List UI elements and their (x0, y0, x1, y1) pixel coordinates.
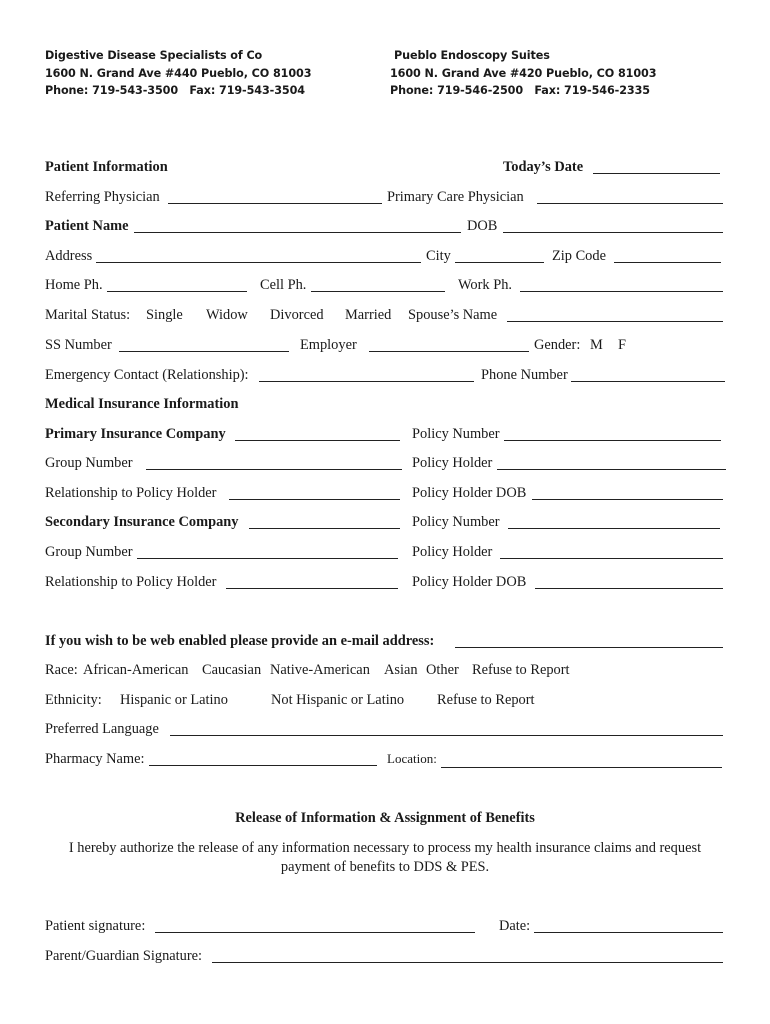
secondary-relationship-label: Relationship to Policy Holder (45, 574, 217, 590)
primary-policy-holder-label: Policy Holder (412, 455, 493, 471)
email-prompt: If you wish to be web enabled please provide an e-mail address: (45, 633, 435, 649)
secondary-policy-number-field[interactable] (508, 528, 720, 529)
home-phone-field[interactable] (107, 291, 247, 292)
emergency-row (45, 365, 724, 385)
marital-option-married[interactable]: Married (345, 307, 392, 323)
work-phone-field[interactable] (520, 291, 723, 292)
primary-company-row (45, 424, 724, 444)
race-option-other[interactable]: Other (426, 662, 459, 678)
primary-care-label: Primary Care Physician (387, 189, 524, 205)
race-row (45, 660, 724, 680)
dob-field[interactable] (503, 232, 723, 233)
language-row (45, 719, 724, 739)
emergency-contact-field[interactable] (259, 381, 474, 382)
primary-relationship-row (45, 483, 724, 503)
date-label: Date: (499, 918, 531, 934)
race-option-caucasian[interactable]: Caucasian (202, 662, 262, 678)
patient-signature-field[interactable] (155, 932, 475, 933)
release-text-line2: payment of benefits to DDS & PES. (280, 859, 490, 875)
pharmacy-name-label: Pharmacy Name: (45, 751, 145, 767)
employer-label: Employer (300, 337, 357, 353)
pharmacy-row (45, 749, 724, 769)
guardian-signature-field[interactable] (212, 962, 723, 963)
preferred-language-field[interactable] (170, 735, 723, 736)
primary-relationship-label: Relationship to Policy Holder (45, 485, 217, 501)
race-option-refuse[interactable]: Refuse to Report (472, 662, 570, 678)
race-option-native-american[interactable]: Native-American (270, 662, 370, 678)
city-label: City (426, 248, 451, 264)
primary-policy-holder-field[interactable] (497, 469, 726, 470)
ethnicity-option-hispanic[interactable]: Hispanic or Latino (120, 692, 228, 708)
clinic-left-phones: Phone: 719-543-3500 Fax: 719-543-3504 (45, 84, 305, 97)
secondary-group-row (45, 542, 724, 562)
spouse-name-field[interactable] (507, 321, 723, 322)
zip-field[interactable] (614, 262, 721, 263)
home-phone-label: Home Ph. (45, 277, 103, 293)
dob-label: DOB (467, 218, 498, 234)
phone-number-label: Phone Number (481, 367, 568, 383)
primary-group-number-label: Group Number (45, 455, 133, 471)
clinic-right-header (390, 47, 656, 100)
secondary-relationship-row (45, 572, 724, 592)
work-phone-label: Work Ph. (458, 277, 513, 293)
secondary-holder-dob-field[interactable] (535, 588, 723, 589)
guardian-signature-row (45, 946, 724, 966)
patient-info-title: Patient Information (45, 159, 168, 175)
marital-option-single[interactable]: Single (146, 307, 183, 323)
patient-name-row (45, 216, 724, 236)
ss-row (45, 335, 724, 355)
todays-date-field[interactable] (593, 173, 720, 174)
release-title: Release of Information & Assignment of Benefits (235, 810, 535, 826)
secondary-relationship-field[interactable] (226, 588, 398, 589)
gender-option-f[interactable]: F (618, 337, 627, 353)
secondary-group-number-label: Group Number (45, 544, 133, 560)
cell-phone-label: Cell Ph. (260, 277, 307, 293)
primary-care-field[interactable] (537, 203, 723, 204)
referring-physician-field[interactable] (168, 203, 382, 204)
secondary-holder-dob-label: Policy Holder DOB (412, 574, 527, 590)
email-row (45, 631, 724, 651)
gender-label: Gender: (534, 337, 581, 353)
primary-policy-number-label: Policy Number (412, 426, 500, 442)
emergency-contact-label: Emergency Contact (Relationship): (45, 367, 249, 383)
preferred-language-label: Preferred Language (45, 721, 159, 737)
address-field[interactable] (96, 262, 421, 263)
marital-status-label: Marital Status: (45, 307, 131, 323)
patient-info-row (45, 157, 724, 177)
primary-group-row (45, 453, 724, 473)
ss-number-field[interactable] (119, 351, 289, 352)
address-label: Address (45, 248, 93, 264)
secondary-policy-holder-field[interactable] (500, 558, 723, 559)
insurance-title: Medical Insurance Information (45, 396, 239, 412)
secondary-company-label: Secondary Insurance Company (45, 514, 239, 530)
ethnicity-option-refuse[interactable]: Refuse to Report (437, 692, 535, 708)
primary-holder-dob-label: Policy Holder DOB (412, 485, 527, 501)
primary-policy-number-field[interactable] (504, 440, 721, 441)
insurance-title-row (45, 394, 724, 414)
city-field[interactable] (455, 262, 544, 263)
marital-option-widow[interactable]: Widow (206, 307, 248, 323)
race-label: Race: (45, 662, 78, 678)
physician-row (45, 187, 724, 207)
patient-name-field[interactable] (134, 232, 461, 233)
secondary-company-row (45, 512, 724, 532)
todays-date-label: Today’s Date (503, 159, 584, 175)
gender-option-m[interactable]: M (590, 337, 603, 353)
clinic-right-name: Pueblo Endoscopy Suites (394, 49, 550, 62)
primary-company-field[interactable] (235, 440, 400, 441)
cell-phone-field[interactable] (311, 291, 445, 292)
race-option-asian[interactable]: Asian (384, 662, 418, 678)
guardian-signature-label: Parent/Guardian Signature: (45, 948, 203, 964)
spouse-name-label: Spouse’s Name (408, 307, 498, 323)
ethnicity-option-not-hispanic[interactable]: Not Hispanic or Latino (271, 692, 405, 708)
phones-row (45, 275, 724, 295)
secondary-group-number-field[interactable] (137, 558, 398, 559)
primary-relationship-field[interactable] (229, 499, 400, 500)
clinic-right-phones: Phone: 719-546-2500 Fax: 719-546-2335 (390, 84, 650, 97)
primary-company-label: Primary Insurance Company (45, 426, 226, 442)
release-text-line1: I hereby authorize the release of any information necessary to process my health insurance claims and request (68, 840, 702, 856)
phone-number-field[interactable] (571, 381, 725, 382)
secondary-company-field[interactable] (249, 528, 400, 529)
secondary-policy-holder-label: Policy Holder (412, 544, 493, 560)
email-field[interactable] (455, 647, 723, 648)
clinic-right-address: 1600 N. Grand Ave #420 Pueblo, CO 81003 (390, 66, 657, 80)
ethnicity-label: Ethnicity: (45, 692, 102, 708)
zip-label: Zip Code (552, 248, 606, 264)
clinic-left-header (45, 47, 311, 100)
referring-physician-label: Referring Physician (45, 189, 160, 205)
primary-group-number-field[interactable] (146, 469, 402, 470)
location-field[interactable] (441, 767, 722, 768)
primary-holder-dob-field[interactable] (532, 499, 723, 500)
patient-signature-row (45, 916, 724, 936)
clinic-left-address: 1600 N. Grand Ave #440 Pueblo, CO 81003 (45, 66, 312, 80)
race-option-african-american[interactable]: African-American (83, 662, 189, 678)
location-label: Location: (387, 751, 437, 766)
secondary-policy-number-label: Policy Number (412, 514, 500, 530)
patient-name-label: Patient Name (45, 218, 129, 234)
date-field[interactable] (534, 932, 723, 933)
pharmacy-name-field[interactable] (149, 765, 377, 766)
address-row (45, 246, 724, 266)
ss-number-label: SS Number (45, 337, 112, 353)
employer-field[interactable] (369, 351, 529, 352)
marital-option-divorced[interactable]: Divorced (270, 307, 324, 323)
patient-signature-label: Patient signature: (45, 918, 146, 934)
ethnicity-row (45, 690, 724, 710)
clinic-left-name: Digestive Disease Specialists of Co (45, 49, 263, 62)
marital-row (45, 305, 724, 325)
